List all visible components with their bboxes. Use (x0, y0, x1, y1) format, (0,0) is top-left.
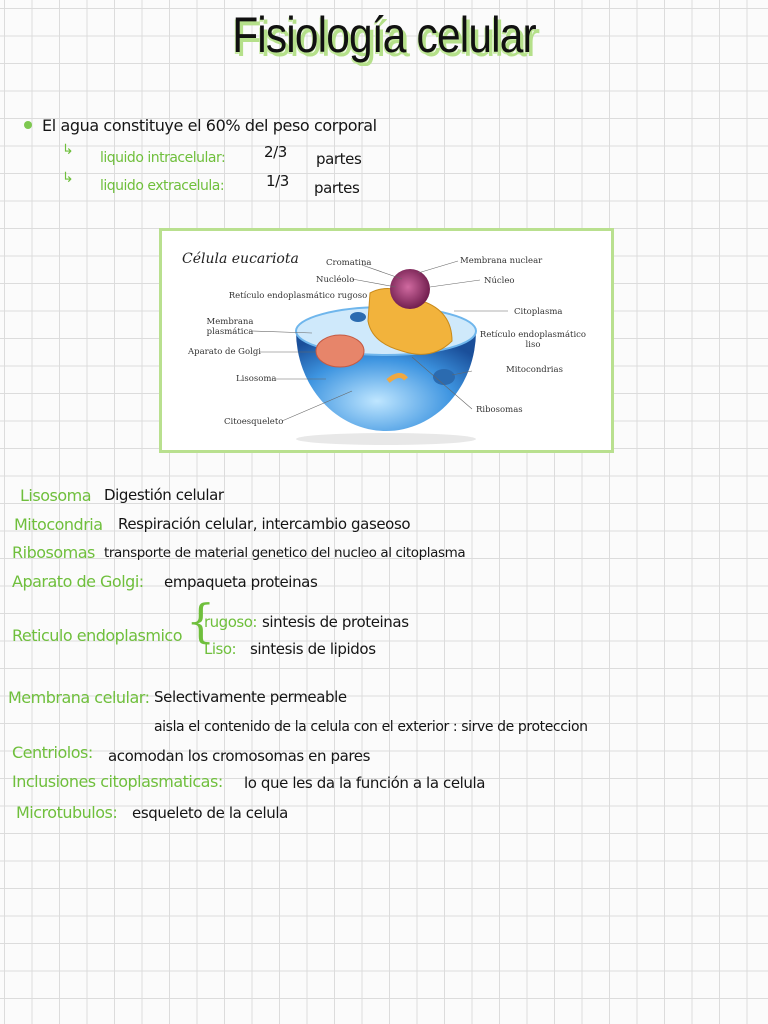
label-citoplasma: Citoplasma (514, 307, 563, 317)
label-lisosoma: Lisosoma (236, 374, 277, 384)
note-term: Centriolos: (12, 743, 93, 762)
arrow-icon: ↳ (62, 142, 74, 158)
note-def: empaqueta proteinas (164, 573, 318, 591)
note-def: Respiración celular, intercambio gaseoso (118, 515, 411, 533)
intro-main: El agua constituye el 60% del peso corporal (42, 116, 377, 135)
figure-title: Célula eucariota (182, 251, 299, 267)
label-ribosomas: Ribosomas (476, 405, 523, 415)
bullet-dot (24, 121, 32, 129)
note-def: acomodan los cromosomas en pares (108, 747, 371, 765)
reticulo-rugoso-def: sintesis de proteinas (262, 613, 409, 631)
intro-sub-unit: partes (314, 179, 360, 197)
label-golgi: Aparato de Golgi (188, 347, 261, 357)
label-cromatina: Cromatina (326, 258, 372, 268)
intro-sub-unit: partes (316, 150, 362, 168)
label-nucleolo: Nucléolo (316, 275, 355, 285)
label-membrana-plasmatica: Membrana plasmática (206, 317, 254, 337)
note-term: Microtubulos: (16, 803, 118, 822)
note-term: Inclusiones citoplasmaticas: (12, 772, 223, 791)
label-membrana-nuclear: Membrana nuclear (460, 256, 543, 266)
label-mitocondrias: Mitocondrias (506, 365, 563, 375)
note-def: esqueleto de la celula (132, 804, 288, 822)
intro-sub-label: liquido extracelula: (100, 178, 225, 194)
page-title: Fisiología celular (232, 7, 536, 63)
note-term: Mitocondria (14, 515, 103, 534)
brace-icon: { (186, 594, 216, 648)
note-def: Digestión celular (104, 486, 224, 504)
reticulo-rugoso-label: rugoso: (204, 613, 257, 631)
intro-sub-label: liquido intracelular: (100, 150, 226, 166)
cell-figure (159, 228, 614, 453)
intro-sub-fraction: 1/3 (266, 172, 289, 190)
reticulo-liso-label: Liso: (204, 640, 237, 658)
note-def: lo que les da la función a la celula (244, 774, 486, 792)
reticulo-liso-def: sintesis de lipidos (250, 640, 376, 658)
label-reticulo-rugoso: Retículo endoplasmático rugoso (228, 291, 368, 301)
note-def: transporte de material genetico del nucleo al citoplasma (104, 545, 466, 561)
note-def: aisla el contenido de la celula con el exterior : sirve de proteccion (154, 719, 588, 735)
note-term: Aparato de Golgi: (12, 572, 144, 591)
note-term: Lisosoma (20, 486, 91, 505)
label-citoesqueleto: Citoesqueleto (224, 417, 284, 427)
arrow-icon: ↳ (62, 170, 74, 186)
label-nucleo: Núcleo (484, 276, 515, 286)
reticulo-term: Reticulo endoplasmico (12, 626, 183, 645)
intro-sub-fraction: 2/3 (264, 143, 287, 161)
note-term: Membrana celular: (8, 688, 150, 707)
note-def: Selectivamente permeable (154, 688, 347, 706)
label-reticulo-liso: Retículo endoplasmático liso (479, 330, 587, 350)
note-term: Ribosomas (12, 543, 95, 562)
